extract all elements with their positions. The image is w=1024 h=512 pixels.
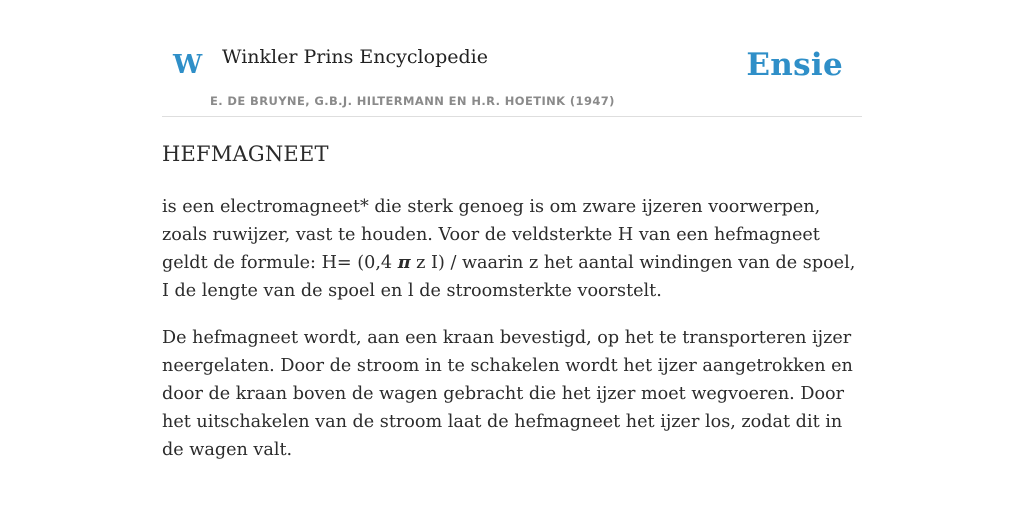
ensie-logo[interactable]: Ensie xyxy=(746,47,843,83)
article-paragraph: De hefmagneet wordt, aan een kraan bevestigd, op het te transporteren ijzer neergelaten. Door de stroom in te schakelen wordt het ijzer aangetrokken en door de kraan boven de wagen gebracht die het ijzer moet wegvoeren. Door het uitschakelen van de stroom laat de hefmagneet het ijzer los, zodat dit in de wagen valt. xyxy=(162,328,853,460)
paragraph-text: z I) / waarin z het aantal windingen van de spoel, I de lengte van de spoel en l de stroomsterkte voorstelt. xyxy=(162,253,856,301)
article-body xyxy=(162,193,862,483)
encyclopedia-logo[interactable]: W xyxy=(173,50,203,80)
pi-symbol: π xyxy=(397,252,411,273)
page-container xyxy=(162,0,862,460)
source-authors: E. DE BRUYNE, G.B.J. HILTERMANN EN H.R. HOETINK (1947) xyxy=(210,94,615,108)
paragraph-text: is een electromagneet* die sterk genoeg is om zware ijzeren voorwerpen, zoals ruwijzer, vast te houden. Voor de veldsterkte H van een hefmagneet geldt de formule: H= (0,4 xyxy=(162,197,821,273)
source-header xyxy=(162,0,862,117)
article-paragraph xyxy=(162,193,862,305)
article-headword: HEFMAGNEET xyxy=(162,142,329,166)
source-title[interactable]: Winkler Prins Encyclopedie xyxy=(222,46,488,68)
